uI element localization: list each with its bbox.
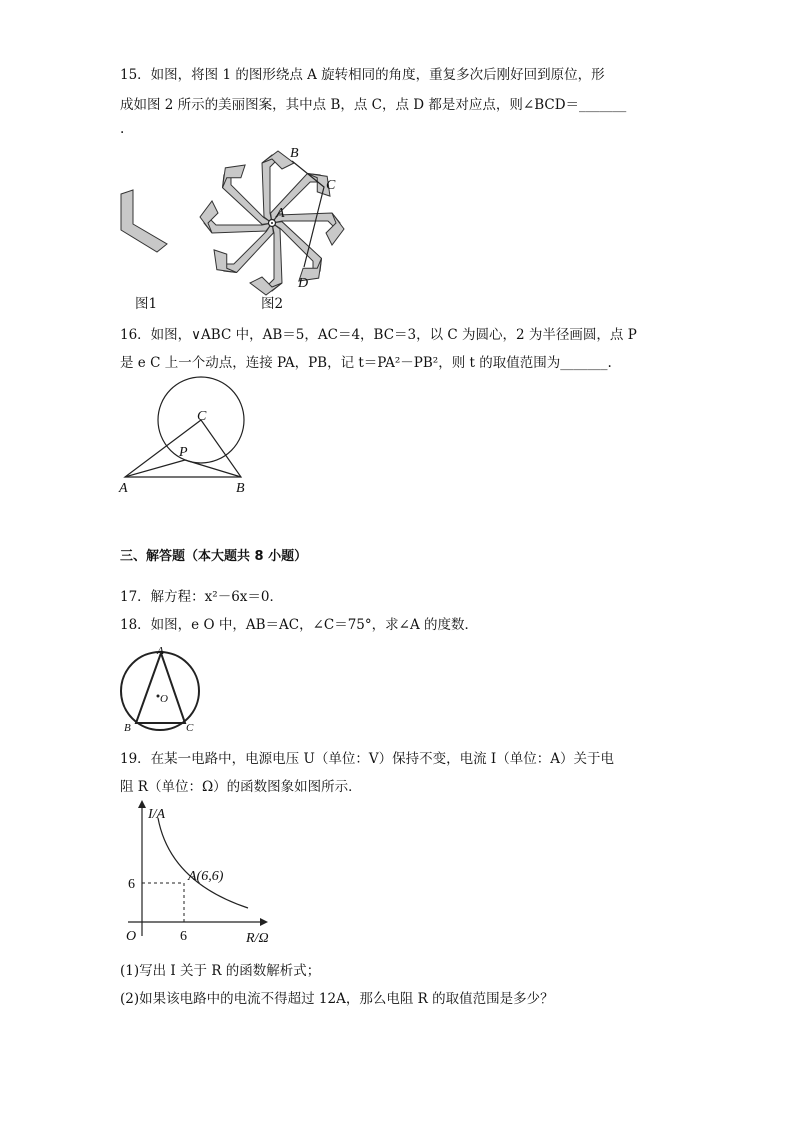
point-a-label: A(6,6) xyxy=(188,869,224,884)
q16-line-1: 16．如图，∨ABC 中，AB＝5，AC＝4，BC＝3，以 C 为圆心，2 为半径画圆，点 P xyxy=(120,327,637,343)
label-a: A xyxy=(157,645,164,657)
inverse-curve xyxy=(158,818,248,908)
x-tick-6: 6 xyxy=(180,929,187,944)
q15-line-1: 15．如图，将图 1 的图形绕点 A 旋转相同的角度，重复多次后刚好回到原位，形 xyxy=(120,67,605,83)
label-c: C xyxy=(326,178,336,193)
label-b: B xyxy=(236,481,245,496)
q16-figure xyxy=(115,380,255,500)
q15-line-2: 成如图 2 所示的美丽图案，其中点 B，点 C，点 D 都是对应点，则∠BCD＝_______ xyxy=(120,97,627,113)
section-3-title: 三、解答题（本大题共 8 小题） xyxy=(120,549,308,564)
q18-text: 18．如图，e O 中，AB＝AC，∠C＝75°，求∠A 的度数． xyxy=(120,617,478,633)
label-a: A xyxy=(276,206,285,221)
label-p: P xyxy=(179,445,188,460)
q18-figure xyxy=(118,645,208,735)
q15-figure-1-caption: 图1 xyxy=(135,296,158,312)
q15-figure-2-caption: 图2 xyxy=(261,296,284,312)
label-b: B xyxy=(124,722,131,734)
q15-figure-1 xyxy=(115,188,175,258)
q15-line-3: . xyxy=(120,121,125,137)
origin-label: O xyxy=(126,929,137,944)
y-axis-label: I/A xyxy=(148,807,166,822)
q16-line-2: 是 e C 上一个动点，连接 PA，PB，记 t＝PA²－PB²，则 t 的取值范围为_______. xyxy=(120,355,612,371)
q15-figure-2 xyxy=(200,145,350,295)
q19-subquestion-1: (1)写出 I 关于 R 的函数解析式； xyxy=(120,963,321,979)
x-axis-label: R/Ω xyxy=(246,931,269,946)
q17-text: 17．解方程：x²－6x＝0． xyxy=(120,589,283,605)
q19-graph xyxy=(118,798,278,948)
label-d: D xyxy=(298,276,309,291)
label-a: A xyxy=(119,481,128,496)
q19-line-1: 19．在某一电路中，电源电压 U（单位：V）保持不变，电流 I（单位：A）关于电 xyxy=(120,751,614,767)
label-b: B xyxy=(290,146,299,161)
y-tick-6: 6 xyxy=(128,877,135,892)
q19-line-2: 阻 R（单位：Ω）的函数图象如图所示． xyxy=(120,779,362,795)
q19-subquestion-2: (2)如果该电路中的电流不得超过 12A，那么电阻 R 的取值范围是多少？ xyxy=(120,991,554,1007)
label-c: C xyxy=(186,722,194,734)
label-o: O xyxy=(160,693,168,705)
label-c: C xyxy=(197,409,207,424)
